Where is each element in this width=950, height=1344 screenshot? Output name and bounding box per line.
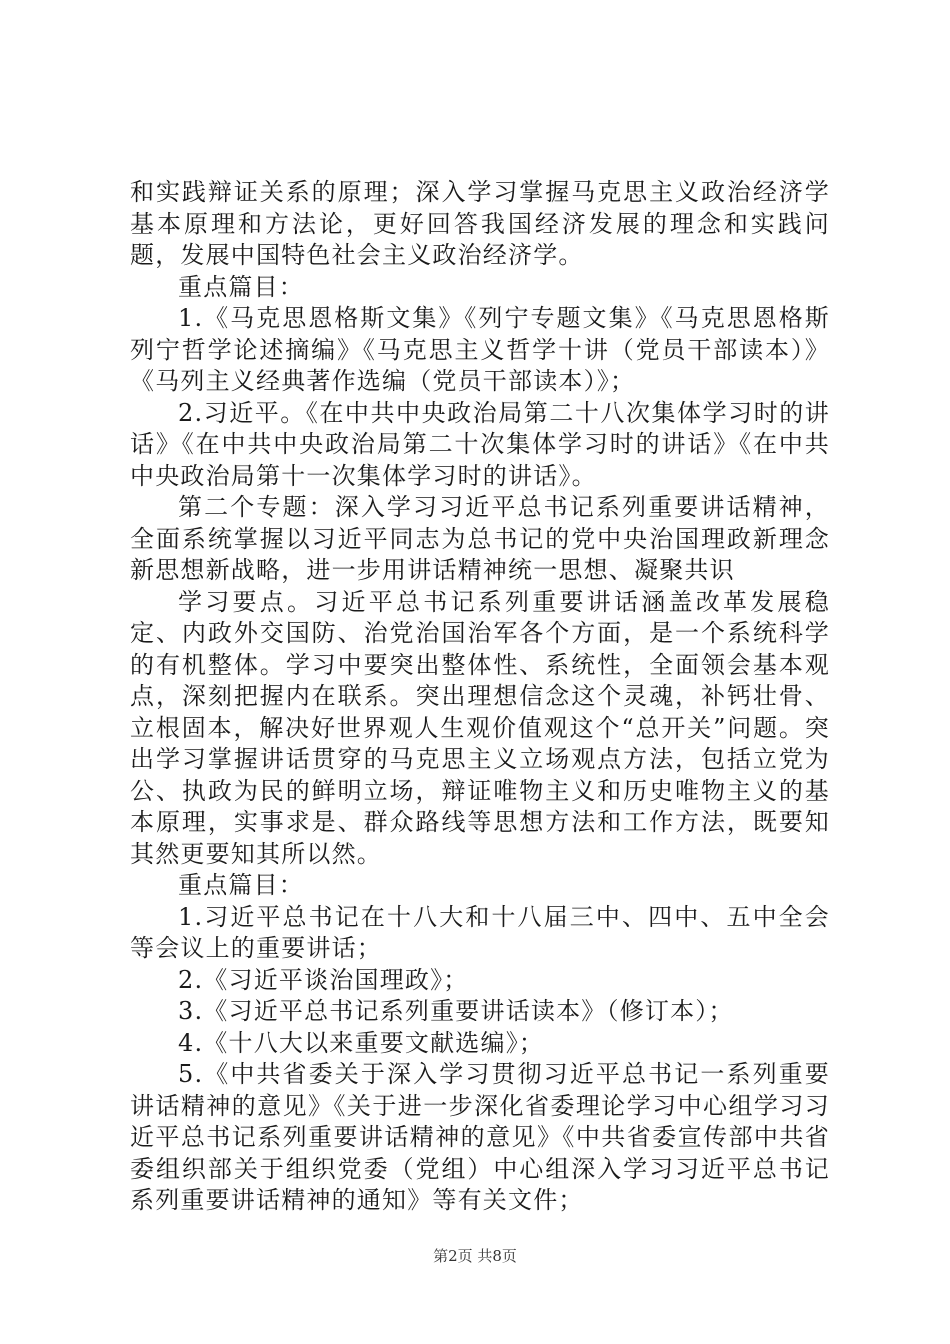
paragraph: 3.《习近平总书记系列重要讲话读本》（修订本）； [178,997,734,1025]
paragraph: 5.《中共省委关于深入学习贯彻习近平总书记一系列重要讲话精神的意见》《关于进一步深化省委理论学习中心组学习习近平总书记系列重要讲话精神的意见》《中共省委宣传部中共省委组织部关于组织党委（党组）中心组深入学习习近平总书记系列重要讲话精神的通知》等有关文件； [130,1060,830,1214]
paragraph: 1.习近平总书记在十八大和十八届三中、四中、五中全会等会议上的重要讲话； [130,902,830,962]
paragraph: 和实践辩证关系的原理；深入学习掌握马克思主义政治经济学基本原理和方法论，更好回答我国经济发展的理念和实践问题，发展中国特色社会主义政治经济学。 [130,178,830,269]
paragraph: 第二个专题：深入学习习近平总书记系列重要讲话精神，全面系统掌握以习近平同志为总书记的党中央治国理政新理念新思想新战略，进一步用讲话精神统一思想、凝聚共识 [130,493,830,584]
page-number: 第2页 共8页 [433,1247,517,1265]
paragraph: 4.《十八大以来重要文献选编》； [178,1028,545,1057]
document-body [130,177,830,1217]
paragraph: 重点篇目： [178,871,304,899]
paragraph: 1.《马克思恩格斯文集》《列宁专题文集》《马克思恩格斯列宁哲学论述摘编》《马克思主义哲学十讲（党员干部读本）》《马列主义经典著作选编（党员干部读本）》； [130,304,830,395]
paragraph: 2.《习近平谈治国理政》； [178,965,469,994]
paragraph: 学习要点。习近平总书记系列重要讲话涵盖改革发展稳定、内政外交国防、治党治国治军各个方面，是一个系统科学的有机整体。学习中要突出整体性、系统性，全面领会基本观点，深刻把握内在联系。突出理想信念这个灵魂，补钙壮骨、立根固本，解决好世界观人生观价值观这个“总开关”问题。突出学习掌握讲话贯穿的马克思主义立场观点方法，包括立党为公、执政为民的鲜明立场，辩证唯物主义和历史唯物主义的基本原理，实事求是、群众路线等思想方法和工作方法，既要知其然更要知其所以然。 [130,587,830,868]
paragraph: 2.习近平。《在中共中央政治局第二十八次集体学习时的讲话》《在中共中央政治局第二十次集体学习时的讲话》《在中共中央政治局第十一次集体学习时的讲话》。 [130,398,830,490]
page-footer [0,1245,950,1266]
paragraph: 重点篇目： [178,272,304,301]
